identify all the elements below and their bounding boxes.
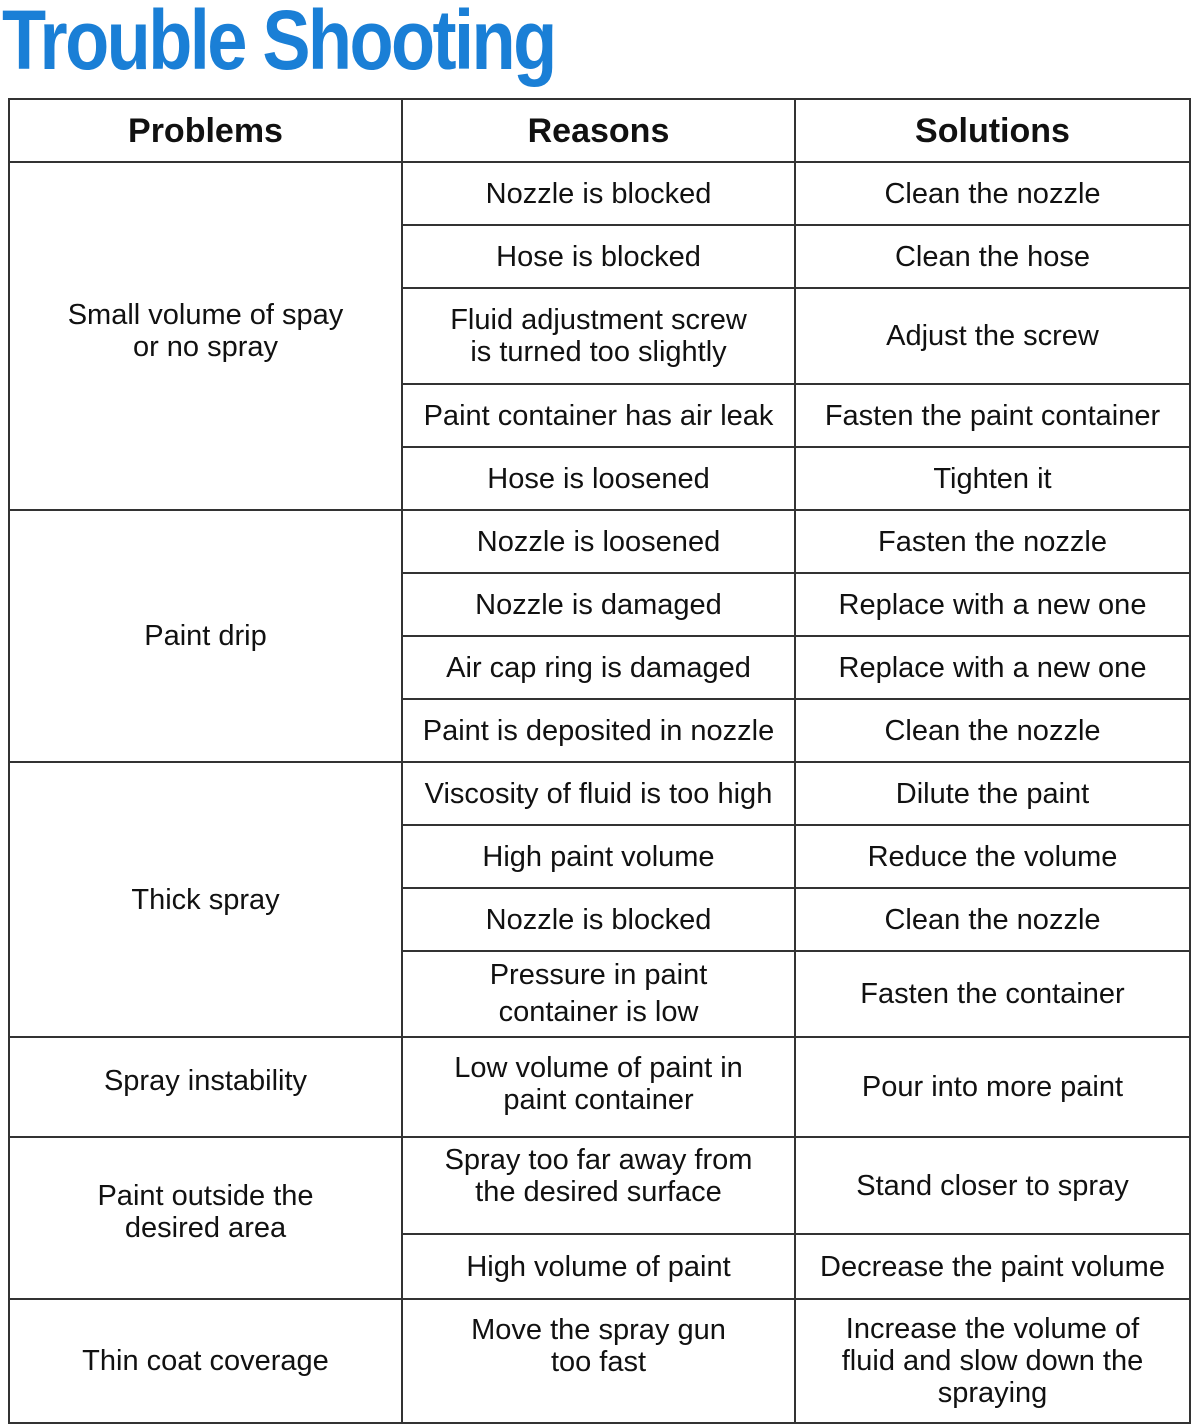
problem-cell: Paint outside the desired area xyxy=(9,1137,402,1299)
problem-cell: Spray instability xyxy=(9,1037,402,1137)
solution-cell: Clean the nozzle xyxy=(795,699,1190,762)
header-problems: Problems xyxy=(9,99,402,162)
problem-cell: Paint drip xyxy=(9,510,402,762)
reason-cell: Air cap ring is damaged xyxy=(402,636,795,699)
solution-cell: Reduce the volume xyxy=(795,825,1190,888)
table-row xyxy=(9,1299,1190,1423)
solution-cell: Replace with a new one xyxy=(795,636,1190,699)
reason-cell: Pressure in paint container is low xyxy=(402,951,795,1037)
problem-cell: Small volume of spay or no spray xyxy=(9,162,402,510)
reason-cell: Paint is deposited in nozzle xyxy=(402,699,795,762)
header-reasons: Reasons xyxy=(402,99,795,162)
solution-cell: Increase the volume of fluid and slow down the spraying xyxy=(795,1299,1190,1423)
reason-cell: Viscosity of fluid is too high xyxy=(402,762,795,825)
solution-cell: Stand closer to spray xyxy=(795,1137,1190,1234)
table-row xyxy=(9,1137,1190,1234)
table-row xyxy=(9,162,1190,225)
solution-cell: Dilute the paint xyxy=(795,762,1190,825)
reason-cell: Hose is loosened xyxy=(402,447,795,510)
table-row xyxy=(9,510,1190,573)
solution-cell: Replace with a new one xyxy=(795,573,1190,636)
reason-cell: Move the spray gun too fast xyxy=(402,1299,795,1423)
troubleshooting-table xyxy=(8,98,1191,1424)
reason-cell: Fluid adjustment screw is turned too slightly xyxy=(402,288,795,384)
reason-cell: Low volume of paint in paint container xyxy=(402,1037,795,1137)
solution-cell: Adjust the screw xyxy=(795,288,1190,384)
solution-cell: Clean the nozzle xyxy=(795,162,1190,225)
reason-cell: High volume of paint xyxy=(402,1234,795,1299)
problem-cell: Thick spray xyxy=(9,762,402,1037)
reason-cell: Nozzle is blocked xyxy=(402,162,795,225)
page-title: Trouble Shooting xyxy=(2,0,555,87)
solution-cell: Fasten the container xyxy=(795,951,1190,1037)
solution-cell: Fasten the nozzle xyxy=(795,510,1190,573)
header-solutions: Solutions xyxy=(795,99,1190,162)
reason-cell: High paint volume xyxy=(402,825,795,888)
reason-cell: Nozzle is blocked xyxy=(402,888,795,951)
solution-cell: Tighten it xyxy=(795,447,1190,510)
solution-cell: Fasten the paint container xyxy=(795,384,1190,447)
reason-cell: Hose is blocked xyxy=(402,225,795,288)
solution-cell: Decrease the paint volume xyxy=(795,1234,1190,1299)
reason-cell: Paint container has air leak xyxy=(402,384,795,447)
solution-cell: Pour into more paint xyxy=(795,1037,1190,1137)
reason-cell: Nozzle is damaged xyxy=(402,573,795,636)
problem-cell: Thin coat coverage xyxy=(9,1299,402,1423)
reason-cell: Nozzle is loosened xyxy=(402,510,795,573)
header-row xyxy=(9,99,1190,162)
table-row xyxy=(9,1037,1190,1137)
table-row xyxy=(9,762,1190,825)
reason-cell: Spray too far away from the desired surface xyxy=(402,1137,795,1234)
solution-cell: Clean the nozzle xyxy=(795,888,1190,951)
solution-cell: Clean the hose xyxy=(795,225,1190,288)
